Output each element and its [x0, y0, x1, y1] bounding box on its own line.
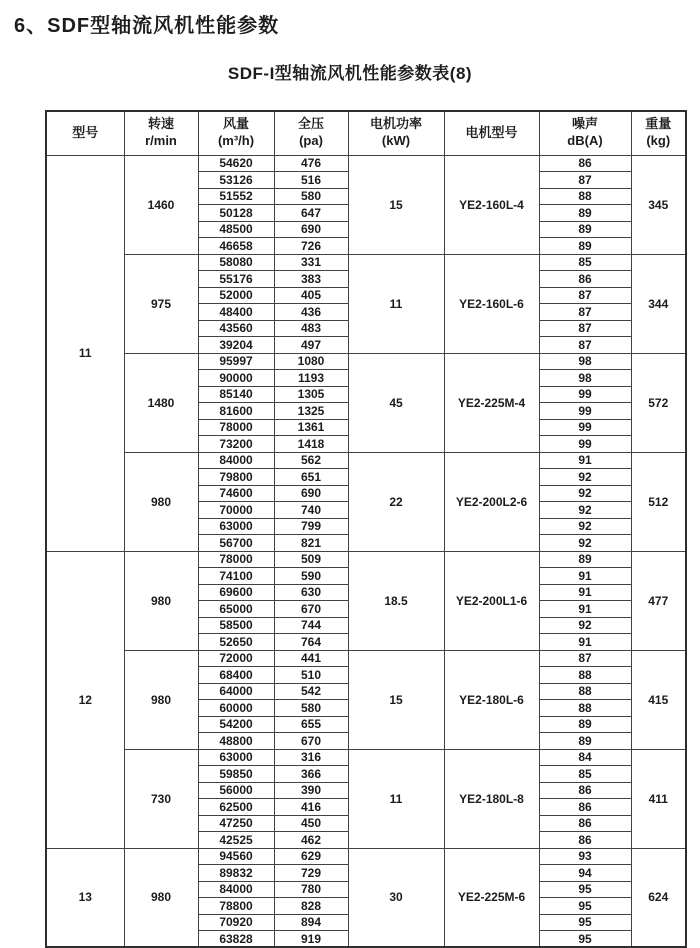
pressure-cell: 764: [274, 634, 348, 651]
airflow-cell: 47250: [198, 815, 274, 832]
pressure-cell: 580: [274, 700, 348, 717]
pressure-cell: 740: [274, 502, 348, 519]
pressure-cell: 590: [274, 568, 348, 585]
power-cell: 15: [348, 650, 444, 749]
pressure-cell: 1418: [274, 436, 348, 453]
noise-cell: 95: [539, 881, 631, 898]
pressure-cell: 316: [274, 749, 348, 766]
header-row: [46, 111, 686, 155]
header-unit: (pa): [299, 133, 323, 149]
speed-cell: 980: [124, 452, 198, 551]
pressure-cell: 510: [274, 667, 348, 684]
airflow-cell: 63000: [198, 749, 274, 766]
fan-performance-table: [45, 110, 687, 948]
pressure-cell: 919: [274, 931, 348, 948]
pressure-cell: 690: [274, 485, 348, 502]
column-header-power: [348, 111, 444, 155]
airflow-cell: 94560: [198, 848, 274, 865]
noise-cell: 85: [539, 766, 631, 783]
airflow-cell: 78800: [198, 898, 274, 915]
airflow-cell: 78000: [198, 551, 274, 568]
pressure-cell: 670: [274, 601, 348, 618]
noise-cell: 92: [539, 502, 631, 519]
pressure-cell: 390: [274, 782, 348, 799]
noise-cell: 87: [539, 337, 631, 354]
airflow-cell: 50128: [198, 205, 274, 222]
noise-cell: 91: [539, 601, 631, 618]
airflow-cell: 62500: [198, 799, 274, 816]
header-unit: (kg): [646, 133, 671, 149]
noise-cell: 87: [539, 650, 631, 667]
column-header-weight: [631, 111, 686, 155]
pressure-cell: 729: [274, 865, 348, 882]
motor-model-cell: YE2-180L-6: [444, 650, 539, 749]
table-header-row: [46, 111, 686, 155]
document-page: [0, 9, 700, 946]
weight-cell: 624: [631, 848, 686, 947]
noise-cell: 95: [539, 898, 631, 915]
noise-cell: 99: [539, 436, 631, 453]
noise-cell: 89: [539, 238, 631, 255]
header-label: 风量: [222, 116, 249, 132]
table-row: [46, 749, 686, 766]
airflow-cell: 73200: [198, 436, 274, 453]
pressure-cell: 1193: [274, 370, 348, 387]
airflow-cell: 78000: [198, 419, 274, 436]
noise-cell: 88: [539, 667, 631, 684]
header-unit: (m³/h): [217, 133, 255, 149]
header-label: 电机功率: [369, 116, 422, 132]
noise-cell: 95: [539, 931, 631, 948]
noise-cell: 88: [539, 683, 631, 700]
noise-cell: 86: [539, 832, 631, 849]
header-label: 转速: [147, 116, 174, 132]
airflow-cell: 39204: [198, 337, 274, 354]
pressure-cell: 483: [274, 320, 348, 337]
pressure-cell: 509: [274, 551, 348, 568]
weight-cell: 512: [631, 452, 686, 551]
motor-model-cell: YE2-200L2-6: [444, 452, 539, 551]
table-row: [46, 155, 686, 172]
airflow-cell: 89832: [198, 865, 274, 882]
pressure-cell: 1080: [274, 353, 348, 370]
power-cell: 11: [348, 254, 444, 353]
weight-cell: 344: [631, 254, 686, 353]
airflow-cell: 64000: [198, 683, 274, 700]
noise-cell: 92: [539, 617, 631, 634]
speed-cell: 730: [124, 749, 198, 848]
power-cell: 22: [348, 452, 444, 551]
pressure-cell: 436: [274, 304, 348, 321]
airflow-cell: 69600: [198, 584, 274, 601]
airflow-cell: 48500: [198, 221, 274, 238]
pressure-cell: 383: [274, 271, 348, 288]
pressure-cell: 366: [274, 766, 348, 783]
header-unit: (kW): [381, 133, 411, 149]
table-row: [46, 353, 686, 370]
pressure-cell: 580: [274, 188, 348, 205]
model-cell: 13: [46, 848, 124, 947]
pressure-cell: 331: [274, 254, 348, 271]
airflow-cell: 58080: [198, 254, 274, 271]
airflow-cell: 70920: [198, 914, 274, 931]
table-body: [46, 155, 686, 947]
header-label: 型号: [72, 124, 99, 140]
airflow-cell: 46658: [198, 238, 274, 255]
noise-cell: 91: [539, 568, 631, 585]
power-cell: 11: [348, 749, 444, 848]
header-label: 噪声: [571, 116, 598, 132]
airflow-cell: 81600: [198, 403, 274, 420]
column-header-airflow: [198, 111, 274, 155]
motor-model-cell: YE2-180L-8: [444, 749, 539, 848]
weight-cell: 411: [631, 749, 686, 848]
noise-cell: 87: [539, 304, 631, 321]
noise-cell: 98: [539, 370, 631, 387]
column-header-motor: [444, 111, 539, 155]
airflow-cell: 56700: [198, 535, 274, 552]
airflow-cell: 51552: [198, 188, 274, 205]
airflow-cell: 52000: [198, 287, 274, 304]
airflow-cell: 42525: [198, 832, 274, 849]
table-row: [46, 452, 686, 469]
noise-cell: 92: [539, 485, 631, 502]
pressure-cell: 497: [274, 337, 348, 354]
noise-cell: 86: [539, 782, 631, 799]
noise-cell: 87: [539, 287, 631, 304]
noise-cell: 95: [539, 914, 631, 931]
noise-cell: 91: [539, 584, 631, 601]
pressure-cell: 476: [274, 155, 348, 172]
pressure-cell: 516: [274, 172, 348, 189]
table-row: [46, 254, 686, 271]
airflow-cell: 54200: [198, 716, 274, 733]
pressure-cell: 1305: [274, 386, 348, 403]
noise-cell: 89: [539, 733, 631, 750]
table-subtitle: SDF-I型轴流风机性能参数表(8): [227, 64, 473, 83]
airflow-cell: 53126: [198, 172, 274, 189]
noise-cell: 87: [539, 172, 631, 189]
header-label: 全压: [297, 116, 324, 132]
pressure-cell: 894: [274, 914, 348, 931]
motor-model-cell: YE2-225M-4: [444, 353, 539, 452]
airflow-cell: 79800: [198, 469, 274, 486]
speed-cell: 980: [124, 650, 198, 749]
column-header-speed: [124, 111, 198, 155]
pressure-cell: 744: [274, 617, 348, 634]
noise-cell: 98: [539, 353, 631, 370]
pressure-cell: 441: [274, 650, 348, 667]
airflow-cell: 84000: [198, 881, 274, 898]
airflow-cell: 90000: [198, 370, 274, 387]
pressure-cell: 630: [274, 584, 348, 601]
noise-cell: 91: [539, 452, 631, 469]
pressure-cell: 450: [274, 815, 348, 832]
header-label: 重量: [645, 116, 672, 132]
noise-cell: 87: [539, 320, 631, 337]
noise-cell: 89: [539, 716, 631, 733]
column-header-noise: [539, 111, 631, 155]
airflow-cell: 68400: [198, 667, 274, 684]
weight-cell: 345: [631, 155, 686, 254]
airflow-cell: 85140: [198, 386, 274, 403]
noise-cell: 86: [539, 271, 631, 288]
noise-cell: 88: [539, 700, 631, 717]
airflow-cell: 58500: [198, 617, 274, 634]
weight-cell: 572: [631, 353, 686, 452]
header-label: 电机型号: [465, 124, 518, 140]
header-unit: r/min: [145, 133, 177, 149]
airflow-cell: 56000: [198, 782, 274, 799]
noise-cell: 89: [539, 205, 631, 222]
weight-cell: 477: [631, 551, 686, 650]
airflow-cell: 48400: [198, 304, 274, 321]
noise-cell: 86: [539, 815, 631, 832]
pressure-cell: 651: [274, 469, 348, 486]
column-header-pressure: [274, 111, 348, 155]
airflow-cell: 48800: [198, 733, 274, 750]
noise-cell: 92: [539, 535, 631, 552]
pressure-cell: 462: [274, 832, 348, 849]
airflow-cell: 43560: [198, 320, 274, 337]
noise-cell: 93: [539, 848, 631, 865]
airflow-cell: 70000: [198, 502, 274, 519]
speed-cell: 980: [124, 551, 198, 650]
noise-cell: 94: [539, 865, 631, 882]
pressure-cell: 405: [274, 287, 348, 304]
pressure-cell: 542: [274, 683, 348, 700]
noise-cell: 91: [539, 634, 631, 651]
header-unit: dB(A): [567, 133, 603, 149]
noise-cell: 92: [539, 518, 631, 535]
noise-cell: 92: [539, 469, 631, 486]
airflow-cell: 60000: [198, 700, 274, 717]
pressure-cell: 416: [274, 799, 348, 816]
airflow-cell: 95997: [198, 353, 274, 370]
table-row: [46, 650, 686, 667]
pressure-cell: 780: [274, 881, 348, 898]
power-cell: 45: [348, 353, 444, 452]
table-row: [46, 848, 686, 865]
pressure-cell: 562: [274, 452, 348, 469]
model-cell: 11: [46, 155, 124, 551]
noise-cell: 99: [539, 403, 631, 420]
model-cell: 12: [46, 551, 124, 848]
noise-cell: 84: [539, 749, 631, 766]
table-row: [46, 551, 686, 568]
pressure-cell: 629: [274, 848, 348, 865]
speed-cell: 1480: [124, 353, 198, 452]
airflow-cell: 59850: [198, 766, 274, 783]
noise-cell: 86: [539, 799, 631, 816]
airflow-cell: 84000: [198, 452, 274, 469]
motor-model-cell: YE2-225M-6: [444, 848, 539, 947]
pressure-cell: 1361: [274, 419, 348, 436]
motor-model-cell: YE2-160L-4: [444, 155, 539, 254]
pressure-cell: 821: [274, 535, 348, 552]
noise-cell: 89: [539, 221, 631, 238]
weight-cell: 415: [631, 650, 686, 749]
airflow-cell: 72000: [198, 650, 274, 667]
motor-model-cell: YE2-200L1-6: [444, 551, 539, 650]
pressure-cell: 726: [274, 238, 348, 255]
pressure-cell: 647: [274, 205, 348, 222]
noise-cell: 88: [539, 188, 631, 205]
noise-cell: 86: [539, 155, 631, 172]
airflow-cell: 55176: [198, 271, 274, 288]
noise-cell: 89: [539, 551, 631, 568]
pressure-cell: 670: [274, 733, 348, 750]
motor-model-cell: YE2-160L-6: [444, 254, 539, 353]
page-title: 6、SDF型轴流风机性能参数: [14, 15, 280, 37]
airflow-cell: 63000: [198, 518, 274, 535]
power-cell: 18.5: [348, 551, 444, 650]
airflow-cell: 54620: [198, 155, 274, 172]
pressure-cell: 655: [274, 716, 348, 733]
column-header-model: [46, 111, 124, 155]
noise-cell: 85: [539, 254, 631, 271]
airflow-cell: 52650: [198, 634, 274, 651]
pressure-cell: 828: [274, 898, 348, 915]
airflow-cell: 63828: [198, 931, 274, 948]
noise-cell: 99: [539, 419, 631, 436]
power-cell: 30: [348, 848, 444, 947]
speed-cell: 980: [124, 848, 198, 947]
airflow-cell: 65000: [198, 601, 274, 618]
pressure-cell: 1325: [274, 403, 348, 420]
pressure-cell: 799: [274, 518, 348, 535]
power-cell: 15: [348, 155, 444, 254]
pressure-cell: 690: [274, 221, 348, 238]
noise-cell: 99: [539, 386, 631, 403]
airflow-cell: 74100: [198, 568, 274, 585]
speed-cell: 1460: [124, 155, 198, 254]
speed-cell: 975: [124, 254, 198, 353]
airflow-cell: 74600: [198, 485, 274, 502]
